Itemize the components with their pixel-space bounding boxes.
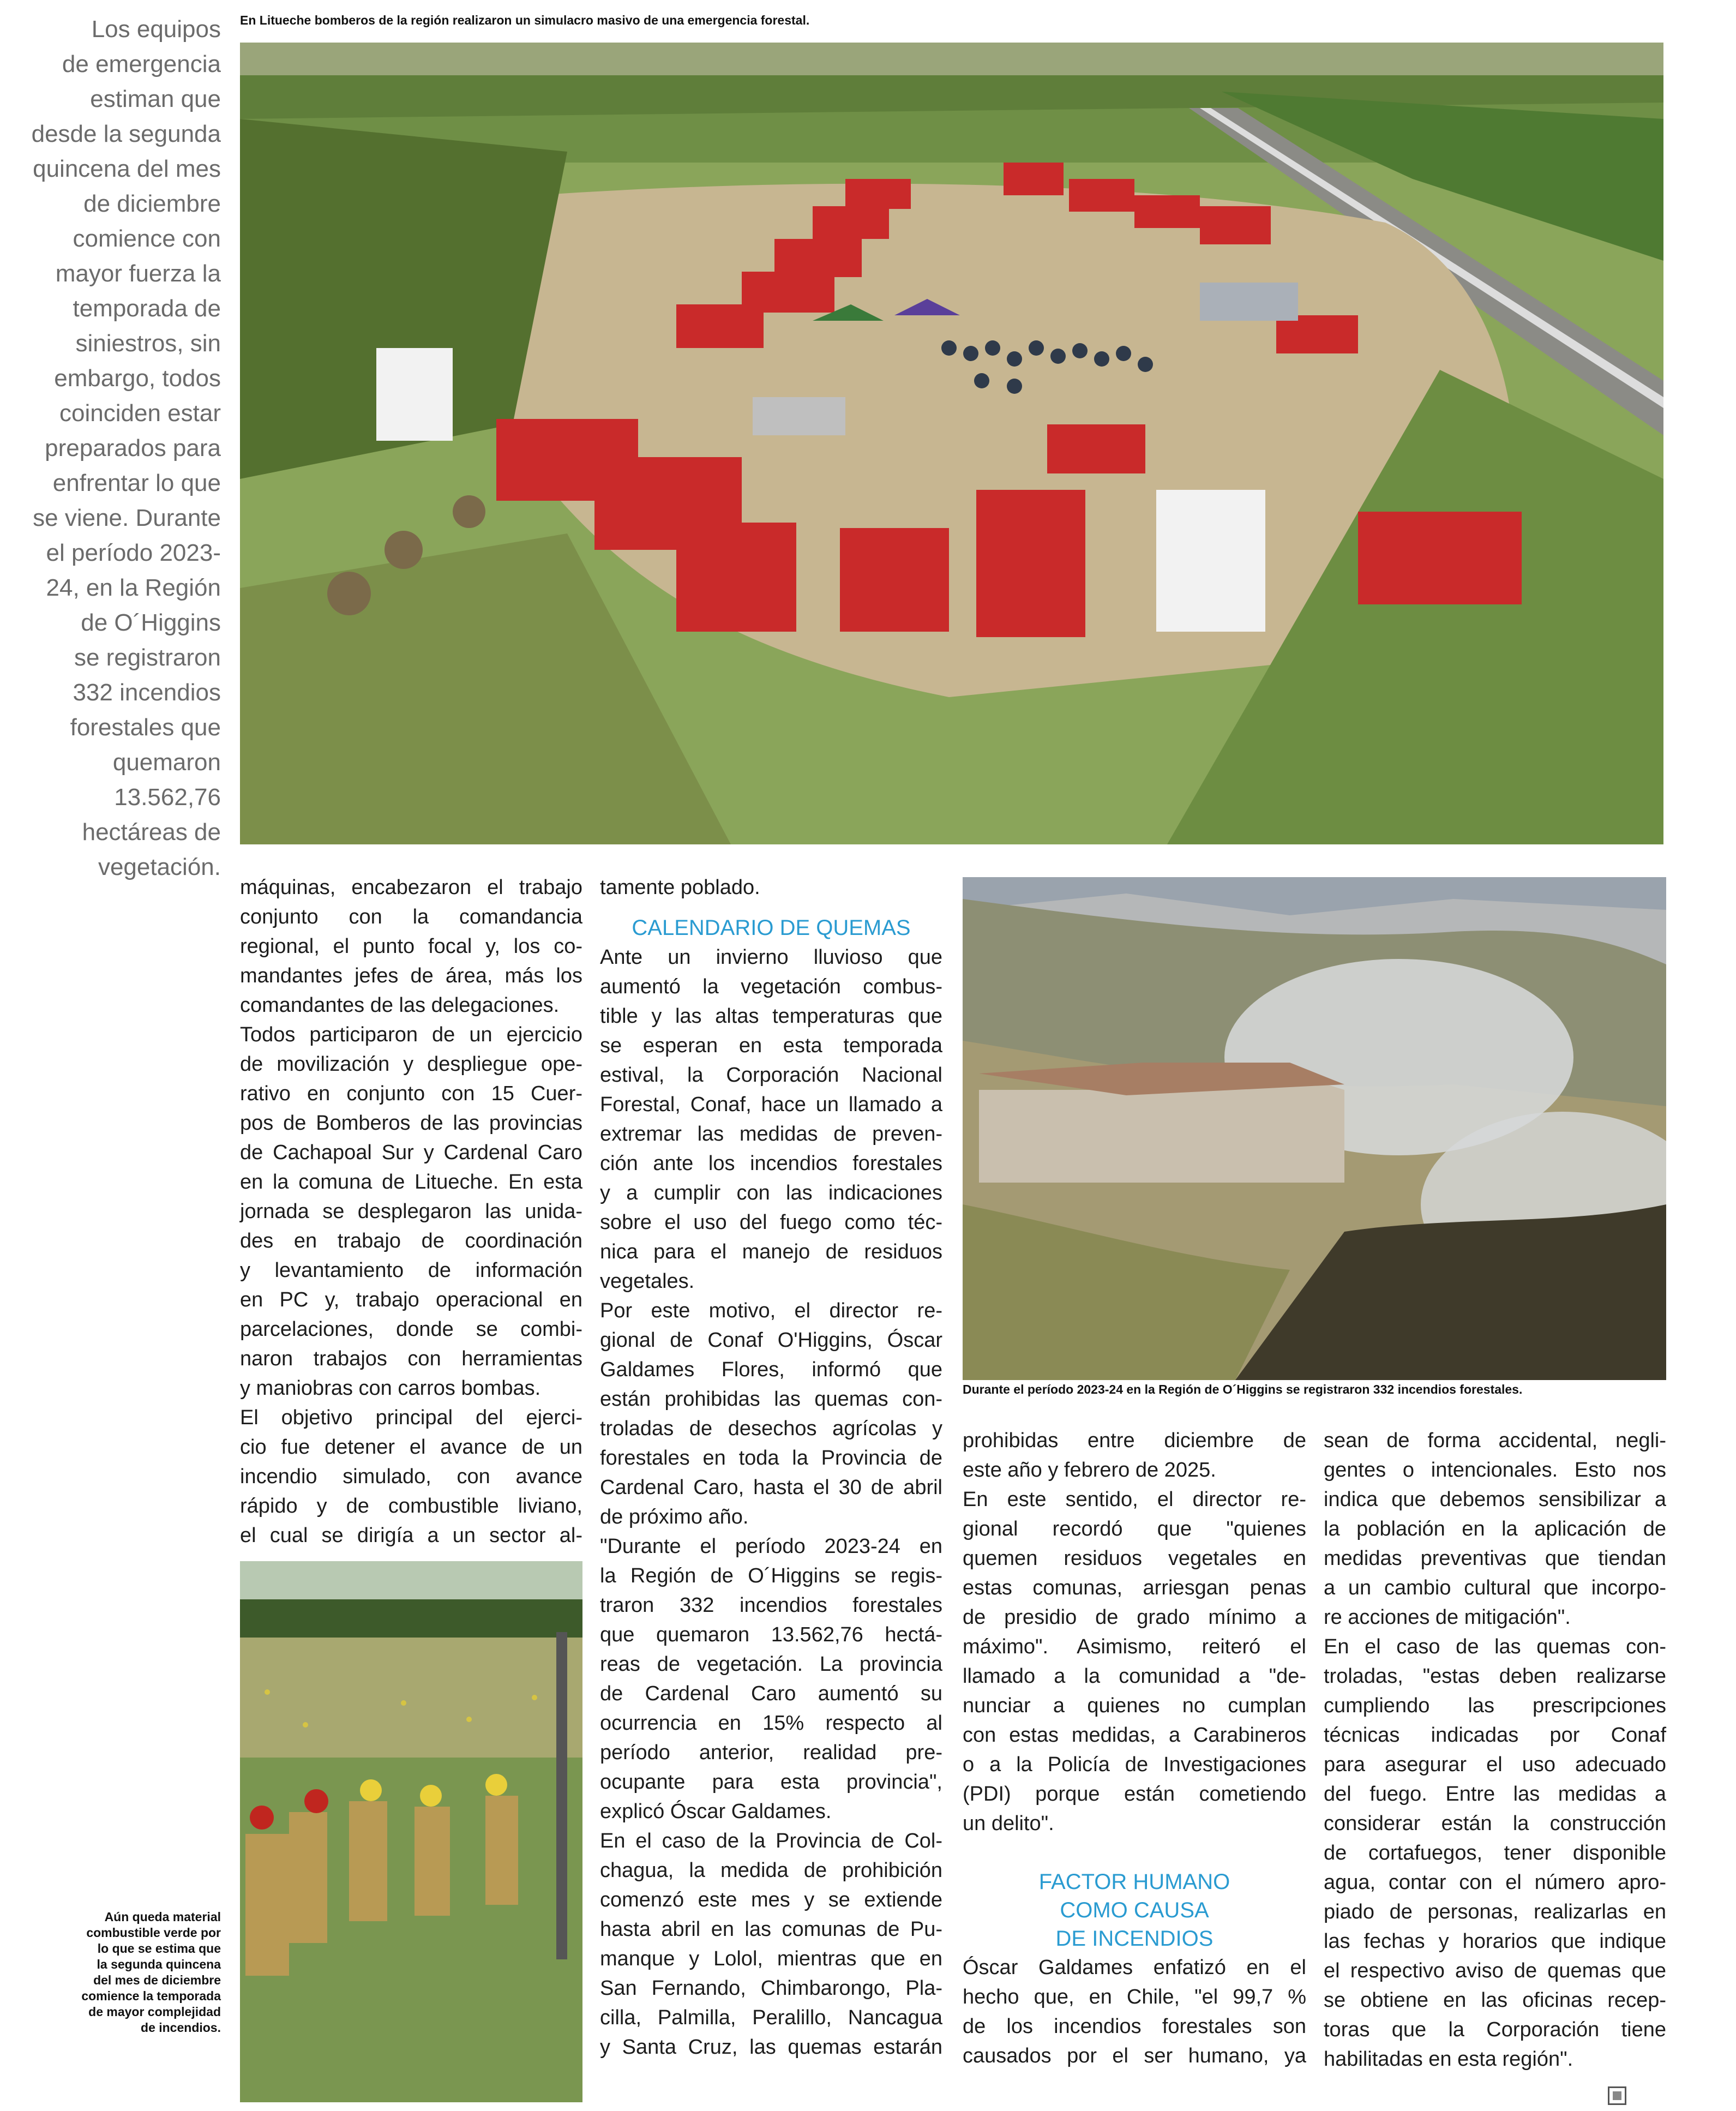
body-line: mandantes jefes de área, más los: [240, 964, 582, 987]
caption-line: de incendios.: [141, 2020, 221, 2035]
body-line: gentes o intencionales. Esto nos: [1324, 1459, 1666, 1482]
body-line: considerar están la construcción: [1324, 1812, 1666, 1835]
body-line: técnicas indicadas por Conaf: [1324, 1724, 1666, 1747]
pull-quote-line: se viene. Durante: [33, 505, 221, 531]
pull-quote-line: coinciden estar: [59, 400, 221, 427]
article-column-1: [240, 873, 582, 1550]
pull-quote-line: embargo, todos: [54, 365, 221, 392]
body-line: en PC y, trabajo operacional en: [240, 1288, 582, 1311]
pull-quote-line: de emergencia: [62, 51, 221, 77]
caption-line: combustible verde por: [86, 1926, 221, 1940]
body-line: nica para el manejo de residuos: [600, 1240, 942, 1263]
body-line: piado de personas, realizarlas en: [1324, 1900, 1666, 1923]
body-line: Galdames Flores, informó que: [600, 1358, 942, 1381]
body-line: hasta abril en las comunas de Pu-: [600, 1918, 942, 1941]
body-line: gional de Conaf O'Higgins, Óscar: [600, 1329, 942, 1352]
body-line: manque y Lolol, mientras que en: [600, 1947, 942, 1970]
body-line: ocupante para esta provincia",: [600, 1771, 942, 1794]
body-line: des en trabajo de coordinación: [240, 1230, 582, 1252]
body-line: regional, el punto focal y, los co-: [240, 935, 582, 958]
body-line: Óscar Galdames enfatizó en el: [963, 1956, 1306, 1979]
body-line: o a la Policía de Investigaciones: [963, 1753, 1306, 1776]
pull-quote-line: mayor fuerza la: [55, 260, 221, 287]
body-line: prohibidas entre diciembre de: [963, 1429, 1306, 1452]
pull-quote-line: temporada de: [73, 295, 221, 322]
body-line: el cual se dirigía a un sector al-: [240, 1524, 582, 1547]
body-line: reas de vegetación. La provincia: [600, 1653, 942, 1676]
body-line: ocurrencia en 15% respecto al: [600, 1712, 942, 1735]
body-line: agua, contar con el número apro-: [1324, 1871, 1666, 1894]
body-line: nunciar a quienes no cumplan: [963, 1694, 1306, 1717]
pull-quote-line: enfrentar lo que: [52, 470, 221, 496]
body-line: indica que debemos sensibilizar a: [1324, 1488, 1666, 1511]
pull-quote-line: 13.562,76: [114, 784, 221, 811]
caption-line: comience la temporada: [81, 1989, 221, 2003]
aerial-drill-photo: [240, 43, 1663, 844]
pull-quote-line: Los equipos: [91, 16, 221, 43]
body-line: se esperan en esta temporada: [600, 1034, 942, 1057]
pull-quote-line: se registraron: [74, 644, 221, 671]
body-line: causados por el ser humano, ya: [963, 2044, 1306, 2067]
left-photo-caption: [11, 1909, 221, 2036]
body-line: medidas preventivas que tiendan: [1324, 1547, 1666, 1570]
body-line: sobre el uso del fuego como téc-: [600, 1211, 942, 1234]
body-line: y Santa Cruz, las quemas estarán: [600, 2036, 942, 2059]
body-line: de los incendios forestales son: [963, 2015, 1306, 2038]
body-line: que quemaron 13.562,76 hectá-: [600, 1623, 942, 1646]
body-line: de Cardenal Caro aumentó su: [600, 1682, 942, 1705]
body-line: incendio simulado, con avance: [240, 1465, 582, 1488]
pull-quote-line: forestales que: [70, 714, 221, 741]
body-line: la población en la aplicación de: [1324, 1518, 1666, 1540]
body-line: período anterior, realidad pre-: [600, 1741, 942, 1764]
body-line: chagua, la medida de prohibición: [600, 1859, 942, 1882]
caption-line: Aún queda material: [104, 1910, 221, 1924]
body-line: troladas, "estas deben realizarse: [1324, 1665, 1666, 1688]
body-line: pos de Bomberos de las provincias: [240, 1112, 582, 1135]
body-line: comandantes de las delegaciones.: [240, 994, 560, 1017]
body-line: gional recordó que "quienes: [963, 1518, 1306, 1540]
body-line: tible y las altas temperaturas que: [600, 1005, 942, 1028]
body-line: explicó Óscar Galdames.: [600, 1800, 832, 1823]
body-line: conjunto con la comandancia: [240, 905, 582, 928]
body-line: un delito".: [963, 1812, 1054, 1835]
body-line: cilla, Palmilla, Peralillo, Nancagua: [600, 2006, 942, 2029]
body-line: En el caso de la Provincia de Col-: [600, 1830, 942, 1852]
article-column-3: [963, 1426, 1306, 2071]
caption-line: lo que se estima que: [97, 1941, 221, 1956]
body-line: y a cumplir con las indicaciones: [600, 1182, 942, 1204]
body-line: con estas medidas, a Carabineros: [963, 1724, 1306, 1747]
section-subhead: CALENDARIO DE QUEMAS: [632, 916, 911, 940]
pull-quote-line: hectáreas de: [82, 819, 221, 845]
pull-quote-line: de diciembre: [83, 190, 221, 217]
body-line: y levantamiento de información: [240, 1259, 582, 1282]
article-column-4: [1324, 1426, 1666, 2074]
body-line: rativo en conjunto con 15 Cuer-: [240, 1082, 582, 1105]
body-line: comenzó este mes y se extiende: [600, 1888, 942, 1911]
body-line: a un cambio cultural que incorpo-: [1324, 1576, 1666, 1599]
body-line: hecho que, en Chile, "el 99,7 %: [963, 1986, 1306, 2008]
body-line: de Cachapoal Sur y Cardenal Caro: [240, 1141, 582, 1164]
body-line: llamado a la comunidad a "de-: [963, 1665, 1306, 1688]
pull-quote-line: desde la segunda: [31, 121, 221, 147]
body-line: parcelaciones, donde se combi-: [240, 1318, 582, 1341]
body-line: extremar las medidas de preven-: [600, 1123, 942, 1146]
body-line: estas comunas, arriesgan penas: [963, 1576, 1306, 1599]
section-subhead: [963, 1868, 1306, 1953]
body-line: Todos participaron de un ejercicio: [240, 1023, 582, 1046]
body-line: habilitadas en esta región".: [1324, 2048, 1573, 2071]
body-line: re acciones de mitigación".: [1324, 1606, 1571, 1629]
body-line: En el caso de las quemas con-: [1324, 1635, 1666, 1658]
body-line: de presidio de grado mínimo a: [963, 1606, 1306, 1629]
body-line: este año y febrero de 2025.: [963, 1459, 1216, 1482]
body-line: de próximo año.: [600, 1506, 749, 1528]
firefighters-field-photo: [240, 1561, 582, 2102]
caption-line: de mayor complejidad: [88, 2005, 221, 2019]
body-line: la Región de O´Higgins se regis-: [600, 1564, 942, 1587]
body-line: y maniobras con carros bombas.: [240, 1377, 541, 1400]
pull-quote-line: de O´Higgins: [81, 609, 221, 636]
section-subhead-line: DE INCENDIOS: [1055, 1927, 1214, 1951]
pull-quote-line: comience con: [73, 225, 221, 252]
body-line: estival, la Corporación Nacional: [600, 1064, 942, 1087]
body-line: cio fue detener el avance de un: [240, 1436, 582, 1459]
body-line: tamente poblado.: [600, 876, 760, 899]
pull-quote-line: siniestros, sin: [75, 330, 221, 357]
body-line: Ante un invierno lluvioso que: [600, 946, 942, 969]
pull-quote: [16, 12, 221, 885]
pull-quote-line: quincena del mes: [33, 155, 221, 182]
body-line: para asegurar el uso adecuado: [1324, 1753, 1666, 1776]
body-line: jornada se desplegaron las unida-: [240, 1200, 582, 1223]
pull-quote-line: el período 2023-: [46, 539, 221, 566]
wildfire-smoke-photo: [963, 877, 1666, 1380]
body-line: del fuego. Entre las medidas a: [1324, 1783, 1666, 1806]
right-photo-caption: Durante el período 2023-24 en la Región de O´Higgins se registraron 332 incendios forestales.: [963, 1382, 1523, 1396]
body-line: de movilización y despliegue ope-: [240, 1053, 582, 1076]
pull-quote-line: preparados para: [45, 435, 221, 461]
top-photo-caption: En Litueche bomberos de la región realizaron un simulacro masivo de una emergencia forestal.: [240, 13, 810, 27]
publication-end-mark-icon: [1608, 2086, 1626, 2105]
body-line: rápido y de combustible liviano,: [240, 1495, 582, 1518]
body-line: (PDI) porque están cometiendo: [963, 1783, 1306, 1806]
body-line: cumpliendo las prescripciones: [1324, 1694, 1666, 1717]
body-line: En este sentido, el director re-: [963, 1488, 1306, 1511]
body-line: ción ante los incendios forestales: [600, 1152, 942, 1175]
pull-quote-line: 332 incendios: [73, 679, 221, 706]
body-line: están prohibidas las quemas con-: [600, 1388, 942, 1411]
body-line: vegetales.: [600, 1270, 695, 1293]
article-column-2: [600, 873, 942, 2062]
body-line: máximo". Asimismo, reiteró el: [963, 1635, 1306, 1658]
body-line: El objetivo principal del ejerci-: [240, 1406, 582, 1429]
body-line: Forestal, Conaf, hace un llamado a: [600, 1093, 942, 1116]
body-line: las fechas y horarios que indique: [1324, 1930, 1666, 1953]
body-line: traron 332 incendios forestales: [600, 1594, 942, 1617]
body-line: sean de forma accidental, negli-: [1324, 1429, 1666, 1452]
body-line: máquinas, encabezaron el trabajo: [240, 876, 582, 899]
section-subhead-line: FACTOR HUMANO: [1038, 1870, 1230, 1894]
caption-line: la segunda quincena: [97, 1957, 221, 1971]
body-line: "Durante el período 2023-24 en: [600, 1535, 942, 1558]
body-line: Cardenal Caro, hasta el 30 de abril: [600, 1476, 942, 1499]
body-line: Por este motivo, el director re-: [600, 1299, 942, 1322]
caption-line: del mes de diciembre: [93, 1973, 221, 1987]
body-line: naron trabajos con herramientas: [240, 1347, 582, 1370]
body-line: troladas de desechos agrícolas y: [600, 1417, 942, 1440]
body-line: el respectivo aviso de quemas que: [1324, 1959, 1666, 1982]
body-line: forestales en toda la Provincia de: [600, 1447, 942, 1470]
body-line: de cortafuegos, tener disponible: [1324, 1842, 1666, 1864]
body-line: en la comuna de Litueche. En esta: [240, 1171, 582, 1194]
pull-quote-line: estiman que: [90, 86, 221, 112]
pull-quote-line: 24, en la Región: [46, 574, 221, 601]
pull-quote-line: vegetación.: [98, 854, 221, 880]
body-line: quemen residuos vegetales en: [963, 1547, 1306, 1570]
body-line: toras que la Corporación tiene: [1324, 2018, 1666, 2041]
body-line: se obtiene en las oficinas recep-: [1324, 1989, 1666, 2012]
section-subhead-line: COMO CAUSA: [1060, 1898, 1209, 1922]
body-line: aumentó la vegetación combus-: [600, 975, 942, 998]
body-line: San Fernando, Chimbarongo, Pla-: [600, 1977, 942, 2000]
pull-quote-line: quemaron: [112, 749, 221, 776]
